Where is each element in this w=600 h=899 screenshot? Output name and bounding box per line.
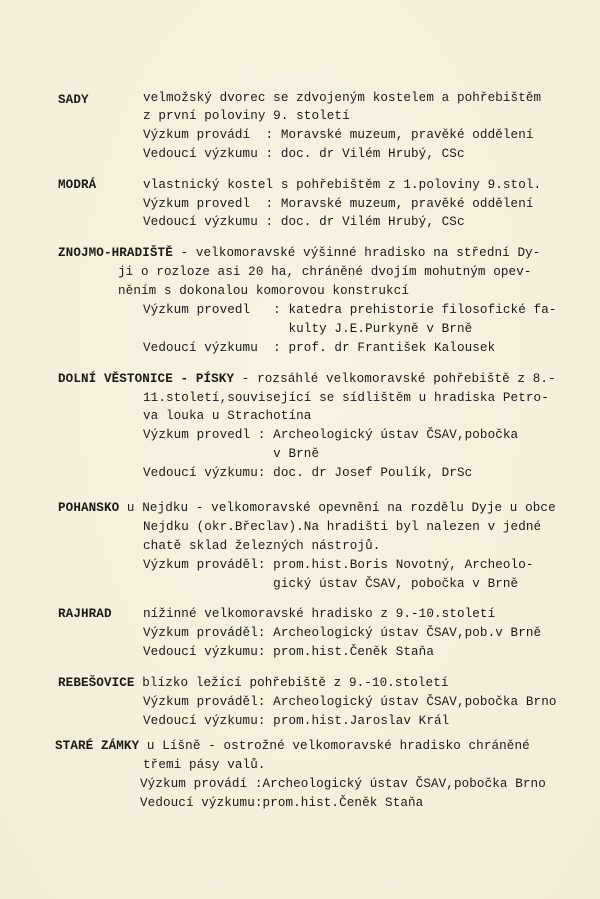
entry-line: va louka u Strachotína [143, 409, 312, 423]
entry-line: velmožský dvorec se zdvojeným kostelem a pohřebištěm [143, 91, 542, 105]
entry-line: - velkomoravské výšinné hradisko na střední Dy- [172, 246, 541, 260]
entry-line: gický ústav ČSAV, pobočka v Brně [143, 577, 519, 591]
entry-line: u Líšně - ostrožné velkomoravské hradisko chráněné [139, 739, 530, 753]
entry-line: 11.století,související se sídlištěm u hradiska Petro- [143, 391, 549, 405]
entry-heading: SADY [58, 93, 89, 107]
entry-first-line [55, 738, 530, 754]
entry-first-line [58, 675, 449, 691]
entry-heading: STARÉ ZÁMKY [55, 739, 140, 753]
entry-line: Výzkum prováděl: prom.hist.Boris Novotný, Archeolo- [143, 558, 534, 572]
entry-line: - rozsáhlé velkomoravské pohřebiště z 8.- [234, 372, 556, 386]
entry-line: Vedoucí výzkumu: prom.hist.Čeněk Staňa [143, 645, 434, 659]
entry-line: Vedoucí výzkumu: prom.hist.Jaroslav Král [143, 714, 450, 728]
entry-heading: MODRÁ [58, 178, 97, 192]
entry-line: vlastnický kostel s pohřebištěm z 1.poloviny 9.stol. [143, 178, 542, 192]
entry-line: Výzkum provedl : Moravské muzeum, pravěké oddělení [143, 197, 534, 211]
entry-line: Vedoucí výzkumu : doc. dr Vilém Hrubý, CSc [143, 215, 465, 229]
entry-line: nížinné velkomoravské hradisko z 9.-10.století [143, 607, 496, 621]
entry-line: třemi pásy valů. [143, 758, 266, 772]
entry-line: Vedoucí výzkumu : doc. dr Vilém Hrubý, CSc [143, 147, 465, 161]
entry-heading: DOLNÍ VĚSTONICE - PÍSKY [58, 372, 235, 386]
entry-first-line [58, 500, 556, 516]
entry-line: Výzkum prováděl: Archeologický ústav ČSAV,pob.v Brně [143, 626, 542, 640]
entry-line: Výzkum provedl : Archeologický ústav ČSAV,pobočka [143, 428, 519, 442]
entry-heading: RAJHRAD [58, 607, 112, 621]
entry-line: Vedoucí výzkumu: doc. dr Josef Poulík, DrSc [143, 466, 473, 480]
entry-first-line [58, 245, 540, 261]
entry-line: Výzkum provádí :Archeologický ústav ČSAV,pobočka Brno [140, 777, 546, 791]
entry-line: kulty J.E.Purkyně v Brně [143, 322, 473, 336]
entry-line: Nejdku (okr.Břeclav).Na hradišti byl nalezen v jedné [143, 520, 542, 534]
entry-line: blízko ležící pohřebiště z 9.-10.století [134, 676, 449, 690]
entry-line: Výzkum provedl : katedra prehistorie filosofické fa- [143, 303, 557, 317]
entry-line: z první poloviny 9. století [143, 109, 350, 123]
entry-heading: REBEŠOVICE [58, 676, 135, 690]
entry-heading: ZNOJMO-HRADIŠTĚ [58, 246, 173, 260]
entry-line: u Nejdku - velkomoravské opevnění na rozdělu Dyje u obce [119, 501, 556, 515]
entry-line: něním s dokonalou komorovou konstrukcí [118, 284, 409, 298]
entry-line: Výzkum prováděl: Archeologický ústav ČSAV,pobočka Brno [143, 695, 557, 709]
entry-line: ji o rozloze asi 20 ha, chráněné dvojím mohutným opev- [118, 265, 532, 279]
entry-heading: POHANSKO [58, 501, 120, 515]
entry-line: chatě sklad železných nástrojů. [143, 539, 381, 553]
entry-line: Vedoucí výzkumu:prom.hist.Čeněk Staňa [140, 796, 424, 810]
entry-line: Výzkum provádí : Moravské muzeum, pravěké oddělení [143, 128, 534, 142]
entry-line: Vedoucí výzkumu : prof. dr František Kalousek [143, 341, 496, 355]
entry-line: v Brně [143, 447, 320, 461]
entry-first-line [58, 371, 556, 387]
